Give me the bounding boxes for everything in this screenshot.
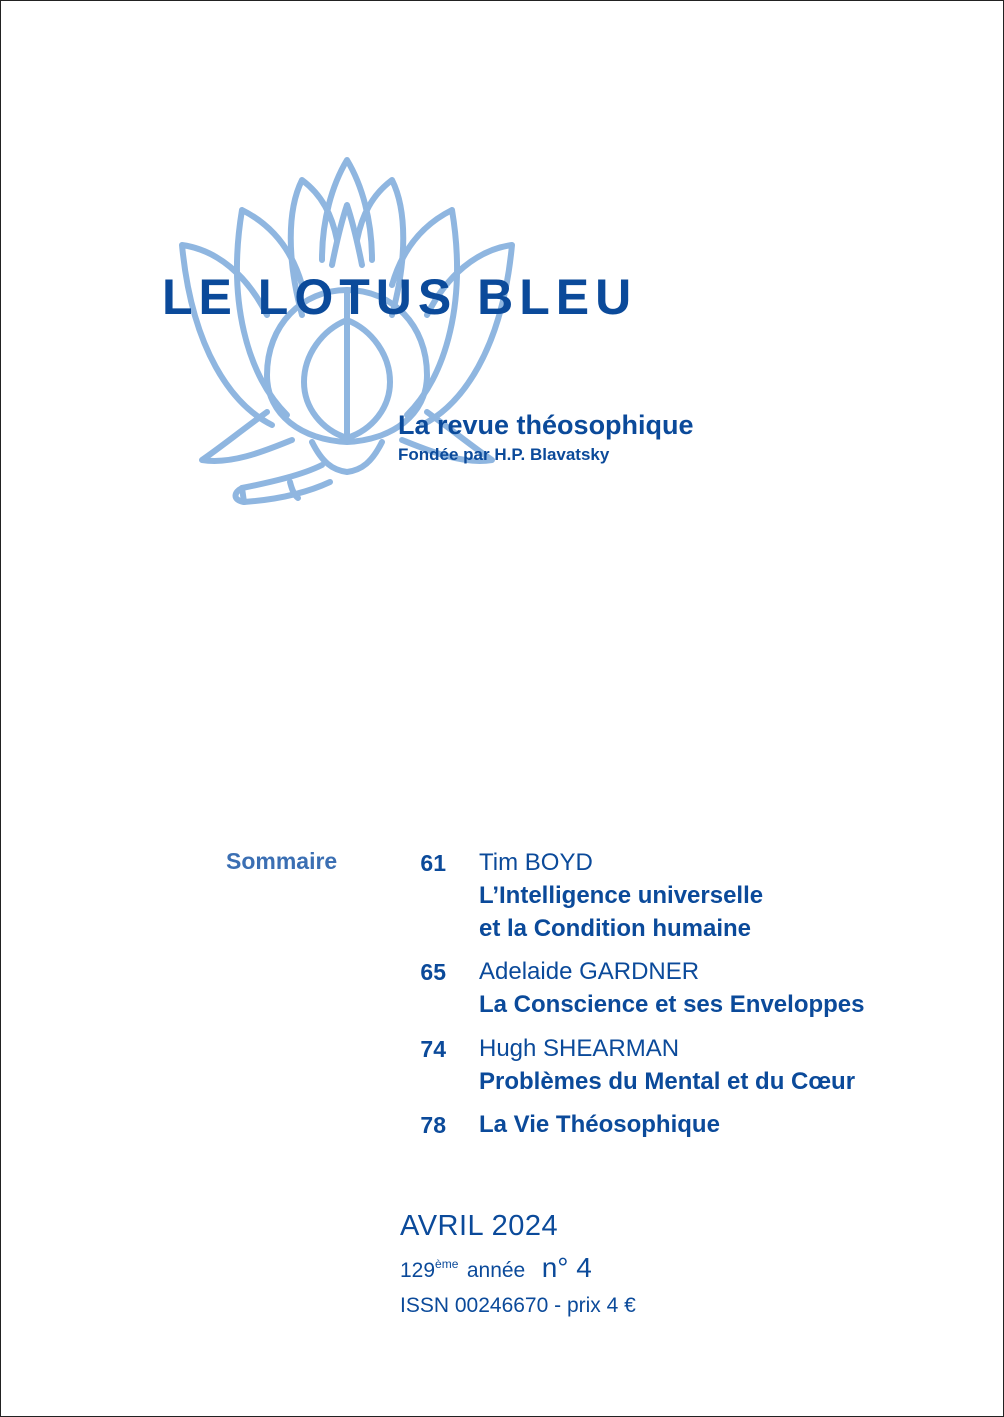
toc-page-number: 65 — [420, 959, 446, 985]
toc-page-number: 78 — [420, 1112, 446, 1138]
volume-year-number: 129 — [400, 1259, 436, 1282]
toc-page-number: 61 — [420, 850, 446, 876]
volume-year-word: année — [466, 1259, 526, 1282]
toc-article-title: L’Intelligence universelle — [479, 882, 764, 909]
issn-price: ISSN 00246670 - prix 4 € — [400, 1294, 636, 1317]
toc-article-title: Problèmes du Mental et du Cœur — [479, 1068, 856, 1095]
issue-date: AVRIL 2024 — [400, 1210, 559, 1242]
toc-article-title: La Conscience et ses Enveloppes — [479, 991, 865, 1018]
magazine-title: LE LOTUS BLEU — [162, 269, 638, 325]
issue-volume-line — [400, 1252, 592, 1284]
toc-page-number: 74 — [420, 1036, 446, 1062]
founder-line: Fondée par H.P. Blavatsky — [398, 445, 610, 464]
volume-year-suffix: ème — [435, 1257, 459, 1271]
magazine-subtitle: La revue théosophique — [398, 410, 694, 440]
issue-number: n° 4 — [541, 1252, 592, 1283]
toc-author: Hugh SHEARMAN — [479, 1035, 680, 1062]
toc-article-title-line2: et la Condition humaine — [479, 915, 752, 942]
toc-heading: Sommaire — [226, 848, 338, 874]
toc-article-title: La Vie Théosophique — [479, 1111, 720, 1138]
toc-author: Tim BOYD — [479, 849, 593, 876]
toc-author: Adelaide GARDNER — [479, 958, 700, 985]
